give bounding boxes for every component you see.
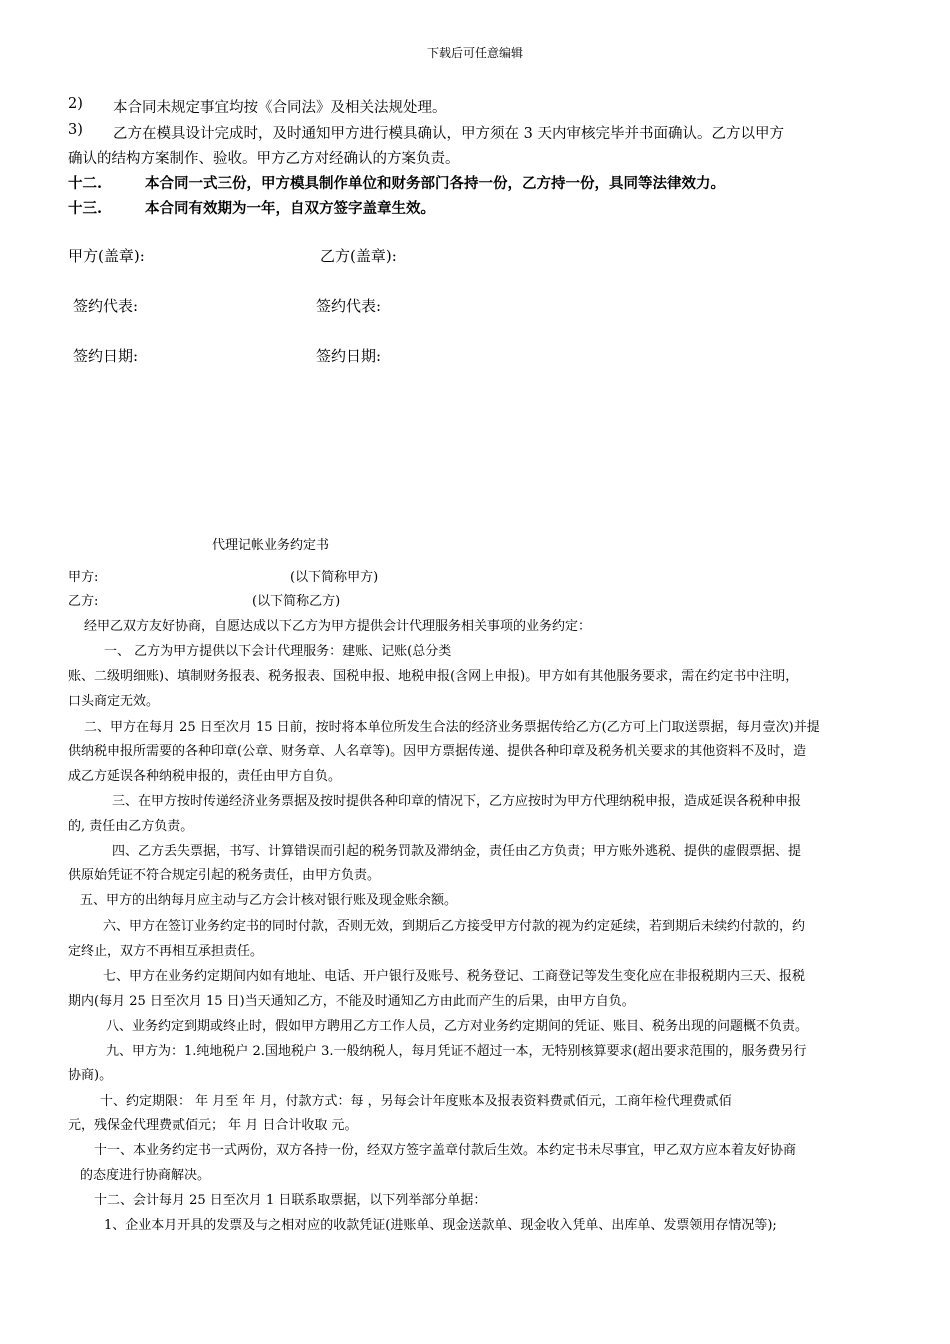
agreement-line: 五、甲方的出纳每月应主动与乙方会计核对银行账及现金账余额。 [80,893,458,908]
party-b-seal-label: 乙方(盖章): [320,247,397,265]
agreement-party-b-label: 乙方: [68,594,99,609]
item-2-number: 2) [68,96,83,112]
agreement-line: 口头商定无效。 [68,694,160,709]
agreement-line: 的态度进行协商解决。 [80,1168,211,1183]
party-a-seal-label: 甲方(盖章): [68,247,145,265]
agreement-line: 七、甲方在业务约定期间内如有地址、电话、开户银行及账号、税务登记、工商登记等发生变化应在非报税期内三天、报税 [103,969,806,984]
agreement-line: 的, 责任由乙方负责。 [68,819,194,834]
item-2-text: 本合同未规定事宜均按《合同法》及相关法规处理。 [113,100,447,116]
agreement-line: 定终止，双方不再相互承担责任。 [68,944,264,959]
party-a-sign-date-label: 签约日期: [73,347,139,365]
agreement-line: 账、二级明细账)、填制财务报表、税务报表、国税申报、地税申报(含网上申报)。甲方如有其他服务要求，需在约定书中注明， [68,669,799,684]
clause-12-text: 本合同一式三份，甲方模具制作单位和财务部门各持一份，乙方持一份，具同等法律效力。 [145,175,725,192]
agreement-line: 十二、会计每月 25 日至次月 1 日联系取票据，以下列举部分单据： [94,1193,487,1208]
clause-13-number: 十三. [68,200,103,217]
item-3-number: 3) [68,122,83,138]
party-a-representative-label: 签约代表: [73,297,139,315]
item-3-text-line2: 确认的结构方案制作、验收。甲方乙方对经确认的方案负责。 [68,151,460,167]
agreement-line: 1、企业本月开具的发票及与之相对应的收款凭证(进账单、现金送款单、现金收入凭单、出库单、发票领用存情况等); [104,1218,777,1233]
agreement-title: 代理记帐业务约定书 [212,538,330,553]
agreement-line: 供纳税申报所需要的各种印章(公章、财务章、人名章等)。因甲方票据传递、提供各种印章及税务机关要求的其他资料不及时，造 [68,744,807,759]
agreement-line: 期内(每月 25 日至次月 15 日)当天通知乙方，不能及时通知乙方由此而产生的后果，由甲方自负。 [68,994,635,1009]
agreement-line: 六、甲方在签订业务约定书的同时付款，否则无效，到期后乙方接受甲方付款的视为约定延续，若到期后未续约付款的，约 [103,919,806,934]
agreement-line: 协商)。 [68,1068,113,1083]
agreement-line: 八、业务约定到期或终止时，假如甲方聘用乙方工作人员，乙方对业务约定期间的凭证、账目、税务出现的问题概不负责。 [106,1019,809,1034]
agreement-line: 元，残保金代理费贰佰元； 年 月 日合计收取 元。 [68,1118,358,1133]
clause-13-text: 本合同有效期为一年，自双方签字盖章生效。 [145,200,435,217]
party-b-representative-label: 签约代表: [316,297,382,315]
agreement-party-a-label: 甲方: [68,570,99,585]
agreement-line: 九、甲方为：1.纯地税户 2.国地税户 3.一般纳税人，每月凭证不超过一本，无特别核算要求(超出要求范围的，服务费另行 [106,1044,807,1059]
agreement-line: 三、在甲方按时传递经济业务票据及按时提供各种印章的情况下，乙方应按时为甲方代理纳税申报，造成延误各税种申报 [112,794,802,809]
agreement-line: 四、乙方丢失票据，书写、计算错误而引起的税务罚款及滞纳金，责任由乙方负责；甲方账外逃税、提供的虚假票据、提 [112,844,802,859]
clause-12-number: 十二. [68,175,103,192]
agreement-intro: 经甲乙双方友好协商，自愿达成以下乙方为甲方提供会计代理服务相关事项的业务约定： [84,619,592,634]
agreement-party-b-note: (以下简称乙方) [252,594,341,609]
party-b-sign-date-label: 签约日期: [316,347,382,365]
agreement-line: 十一、本业务约定书一式两份，双方各持一份，经双方签字盖章付款后生效。本约定书未尽事宜，甲乙双方应本着友好协商 [94,1143,797,1158]
item-3-text-line1: 乙方在模具设计完成时，及时通知甲方进行模具确认，甲方须在 3 天内审核完毕并书面确认。乙方以甲方 [113,126,784,142]
agreement-line: 供原始凭证不符合规定引起的税务责任，由甲方负责。 [68,868,381,883]
agreement-line: 十、约定期限： 年 月至 年 月，付款方式：每 ，另每会计年度账本及报表资料费贰佰元，工商年检代理费贰佰 [100,1094,732,1109]
agreement-line: 一、 乙方为甲方提供以下会计代理服务：建账、记账(总分类 [104,644,452,659]
agreement-party-a-note: (以下简称甲方) [290,570,379,585]
agreement-line: 二、甲方在每月 25 日至次月 15 日前，按时将本单位所发生合法的经济业务票据传给乙方(乙方可上门取送票据，每月壹次)并提 [84,720,820,735]
page-header: 下载后可任意编辑 [426,46,523,60]
agreement-line: 成乙方延误各种纳税申报的，责任由甲方自负。 [68,769,342,784]
